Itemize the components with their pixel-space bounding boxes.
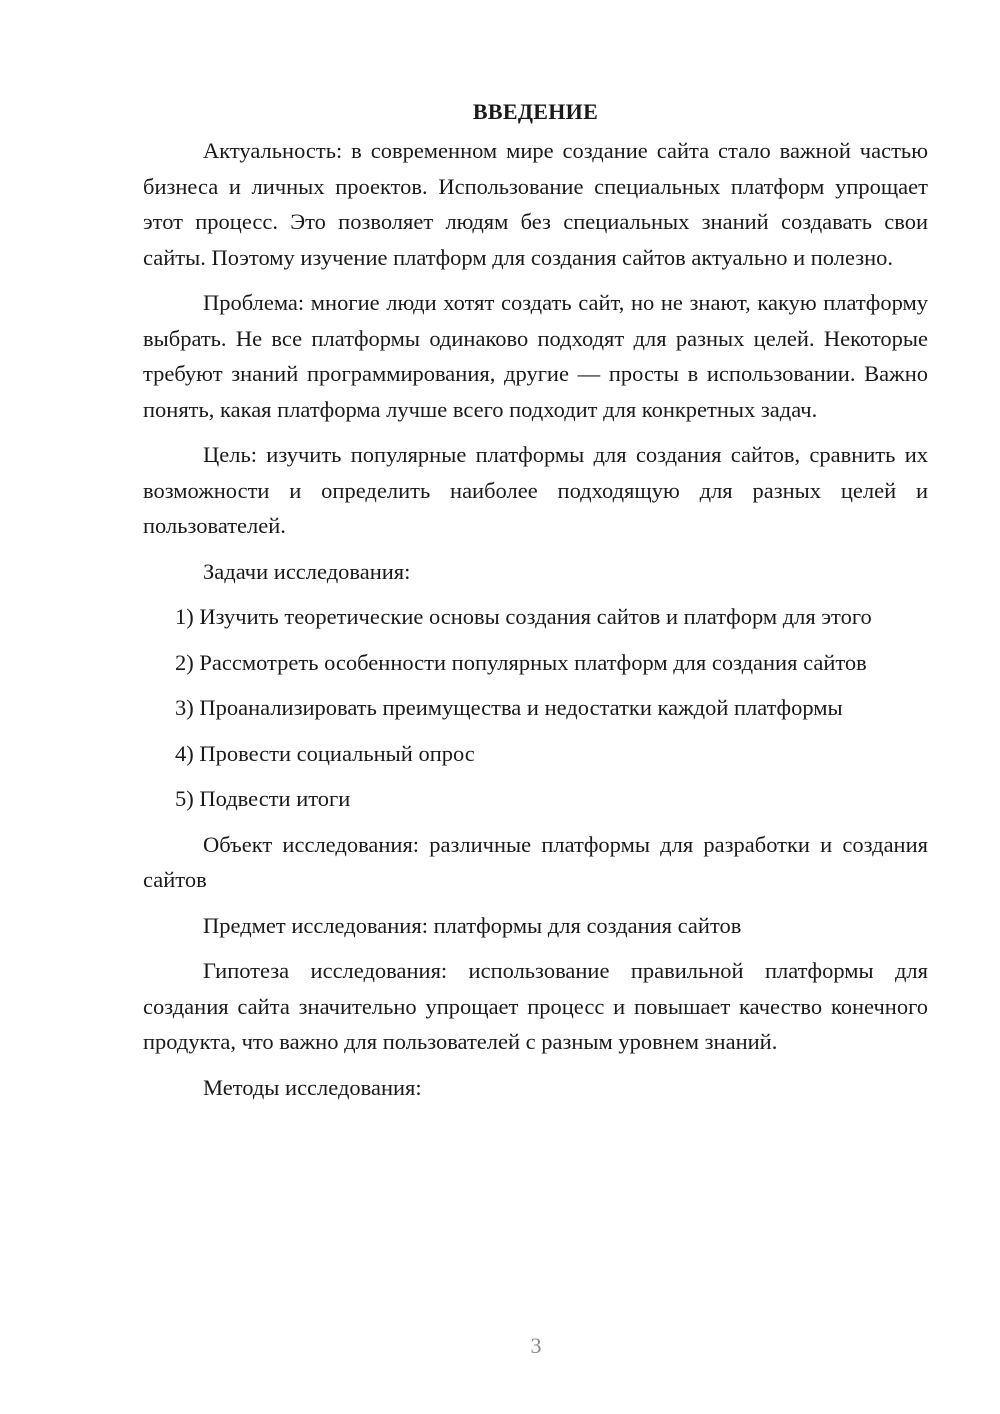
paragraph-relevance: Актуальность: в современном мире создание сайта стало важной частью бизнеса и личных проектов. Использование специальных платформ упрощает этот процесс. Это позволяет людям без специальных знаний создавать свои сайты. Поэтому изучение платформ для создания сайтов актуально и полезно.	[143, 138, 928, 270]
task-item: 1) Изучить теоретические основы создания сайтов и платформ для этого	[175, 604, 872, 629]
paragraph-problem: Проблема: многие люди хотят создать сайт, но не знают, какую платформу выбрать. Не все платформы одинаково подходят для разных целей. Некоторые требуют знаний программирования, другие — просты в использовании. Важно понять, какая платформа лучше всего подходит для конкретных задач.	[143, 290, 928, 422]
paragraph-object: Объект исследования: различные платформы для разработки и создания сайтов	[143, 831, 928, 892]
task-item: 3) Проанализировать преимущества и недостатки каждой платформы	[175, 695, 843, 720]
page-number: 3	[530, 1333, 542, 1358]
paragraph-goal: Цель: изучить популярные платформы для создания сайтов, сравнить их возможности и определить наиболее подходящую для разных целей и пользователей.	[143, 442, 928, 538]
paragraph-hypothesis: Гипотеза исследования: использование правильной платформы для создания сайта значительно упрощает процесс и повышает качество конечного продукта, что важно для пользователей с разным уровнем знаний.	[143, 958, 928, 1054]
paragraph-methods: Методы исследования:	[203, 1074, 422, 1100]
task-item: 2) Рассмотреть особенности популярных платформ для создания сайтов	[175, 649, 867, 675]
section-title: ВВЕДЕНИЕ	[472, 99, 599, 124]
paragraph-tasks-heading: Задачи исследования:	[203, 558, 411, 584]
page-content	[143, 97, 928, 1115]
task-item: 4) Провести социальный опрос	[175, 740, 475, 766]
paragraph-subject: Предмет исследования: платформы для создания сайтов	[203, 912, 742, 938]
task-item: 5) Подвести итоги	[175, 786, 351, 811]
